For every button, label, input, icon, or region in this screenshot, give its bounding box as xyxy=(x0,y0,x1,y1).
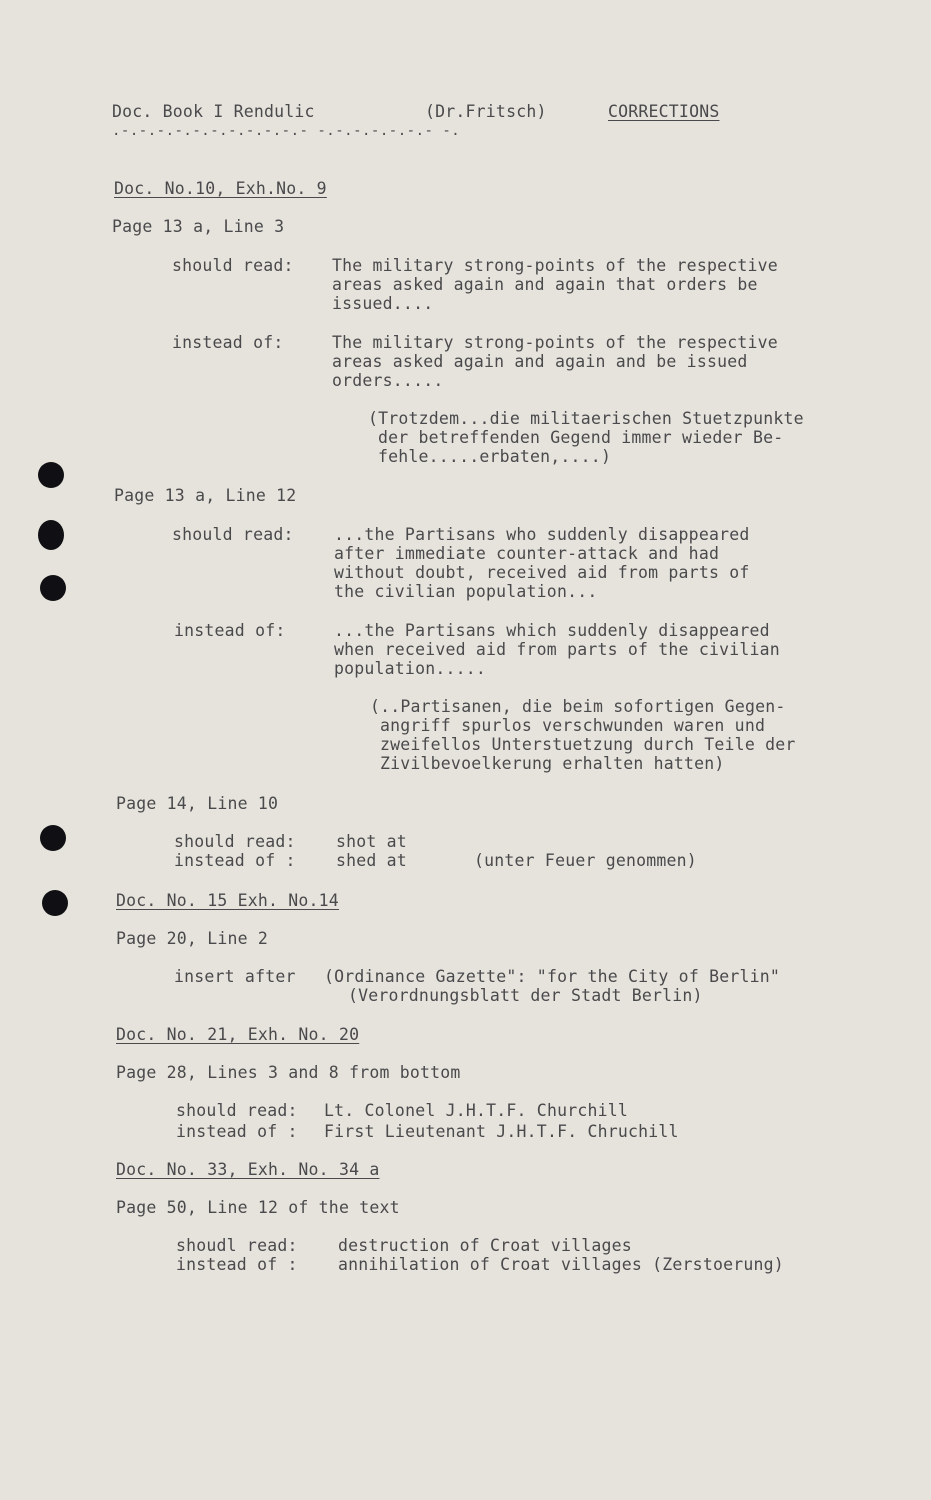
insert-text: (Ordinance Gazette": "for the City of Berlin" xyxy=(324,967,781,986)
doc-heading: Doc. No. 15 Exh. No.14 xyxy=(116,891,339,910)
page-reference: Page 14, Line 10 xyxy=(116,794,279,813)
correction-text: Lt. Colonel J.H.T.F. Churchill xyxy=(324,1101,629,1120)
should-read-label: shoudl read: xyxy=(176,1236,298,1255)
page-reference: Page 13 a, Line 12 xyxy=(114,486,297,505)
instead-of-label: instead of: xyxy=(174,621,286,640)
header-doc-book: Doc. Book I Rendulic xyxy=(112,102,315,121)
original-text: annihilation of Croat villages (Zerstoerung) xyxy=(338,1255,784,1274)
doc-heading: Doc. No.10, Exh.No. 9 xyxy=(114,179,327,198)
instead-of-label: instead of : xyxy=(176,1255,298,1274)
page-reference: Page 13 a, Line 3 xyxy=(112,217,285,236)
instead-of-label: instead of : xyxy=(176,1122,298,1141)
german-original-line: (..Partisanen, die beim sofortigen Gegen- xyxy=(370,697,786,716)
should-read-label: should read: xyxy=(172,256,294,275)
should-read-label: should read: xyxy=(172,525,294,544)
german-original: (unter Feuer genommen) xyxy=(474,851,697,870)
correction-text: shot at xyxy=(336,832,407,851)
header-dashed-rule: .-.-.-.-.-.-.-.-.-.-.- -.-.-.-.-.-.- -. xyxy=(112,123,461,139)
header-counsel: (Dr.Fritsch) xyxy=(425,102,547,121)
correction-text: destruction of Croat villages xyxy=(338,1236,632,1255)
original-line: ...the Partisans which suddenly disappeared xyxy=(334,621,770,640)
german-original-line: zweifellos Unterstuetzung durch Teile der xyxy=(380,735,796,754)
original-text: First Lieutenant J.H.T.F. Chruchill xyxy=(324,1122,679,1141)
instead-of-label: instead of: xyxy=(172,333,284,352)
original-line: The military strong-points of the respective xyxy=(332,333,778,352)
punch-hole xyxy=(40,575,66,601)
original-line: areas asked again and again and be issued xyxy=(332,352,748,371)
page-reference: Page 20, Line 2 xyxy=(116,929,269,948)
punch-hole xyxy=(38,520,64,550)
should-read-label: should read: xyxy=(176,1101,298,1120)
doc-heading: Doc. No. 33, Exh. No. 34 a xyxy=(116,1160,380,1179)
page-reference: Page 28, Lines 3 and 8 from bottom xyxy=(116,1063,461,1082)
punch-hole xyxy=(42,890,68,916)
correction-line: issued.... xyxy=(332,294,434,313)
correction-line: the civilian population... xyxy=(334,582,598,601)
correction-line: without doubt, received aid from parts of xyxy=(334,563,750,582)
insert-after-label: insert after xyxy=(174,967,296,986)
correction-line: ...the Partisans who suddenly disappeared xyxy=(334,525,750,544)
correction-line: areas asked again and again that orders be xyxy=(332,275,758,294)
original-text: shed at xyxy=(336,851,407,870)
german-original-line: Zivilbevoelkerung erhalten hatten) xyxy=(380,754,725,773)
original-line: population..... xyxy=(334,659,487,678)
original-line: when received aid from parts of the civilian xyxy=(334,640,780,659)
original-line: orders..... xyxy=(332,371,444,390)
correction-line: after immediate counter-attack and had xyxy=(334,544,720,563)
german-original-line: (Trotzdem...die militaerischen Stuetzpunkte xyxy=(368,409,804,428)
punch-hole xyxy=(40,825,66,851)
german-original-line: fehle.....erbaten,....) xyxy=(378,447,612,466)
page-reference: Page 50, Line 12 of the text xyxy=(116,1198,400,1217)
punch-hole xyxy=(38,462,64,488)
header-corrections-title: CORRECTIONS xyxy=(608,102,720,121)
correction-line: The military strong-points of the respective xyxy=(332,256,778,275)
german-original-line: angriff spurlos verschwunden waren und xyxy=(380,716,766,735)
should-read-label: should read: xyxy=(174,832,296,851)
german-original: (Verordnungsblatt der Stadt Berlin) xyxy=(348,986,703,1005)
german-original-line: der betreffenden Gegend immer wieder Be- xyxy=(378,428,784,447)
instead-of-label: instead of : xyxy=(174,851,296,870)
doc-heading: Doc. No. 21, Exh. No. 20 xyxy=(116,1025,360,1044)
